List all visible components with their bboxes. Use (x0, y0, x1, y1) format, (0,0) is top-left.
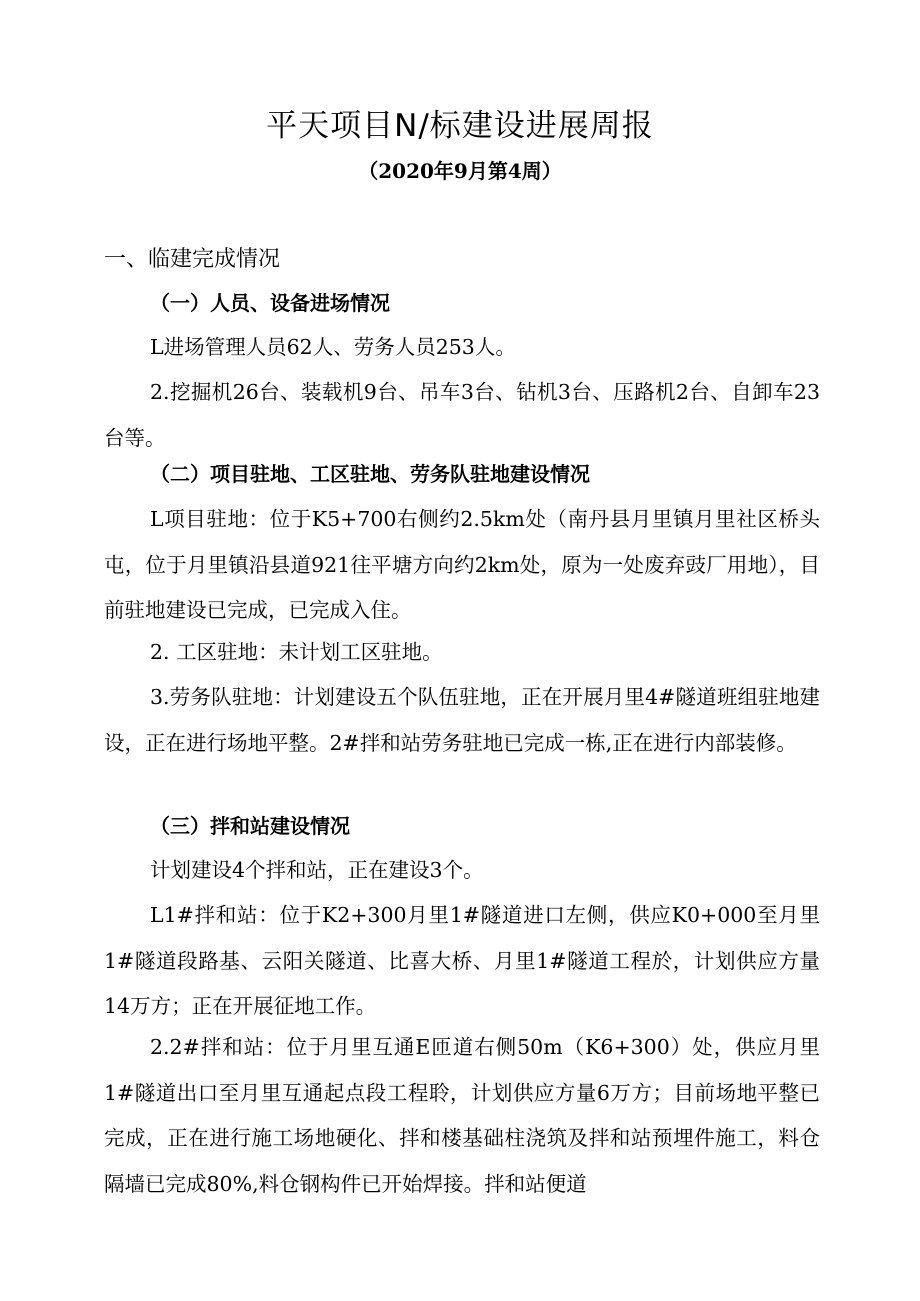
section-heading-1: 一、临建完成情况 (104, 247, 281, 272)
subsection-heading-personnel-equipment: （一）人员、设备进场情况 (150, 291, 390, 315)
paragraph-labor-camp: 3.劳务队驻地：计划建设五个队伍驻地，正在开展月里4#隧道班组驻地建设，正在进行场地平整。2#拌和站劳务驻地已完成一栋,正在进行内部装修。 (104, 685, 820, 755)
paragraph-mixing-station-1: L1#拌和站：位于K2+300月里1#隧道进口左侧，供应K0+000至月里1#隧道段路基、云阳关隧道、比喜大桥、月里1#隧道工程於，计划供应方量14万方；正在开展征地工作。 (104, 903, 820, 1018)
paragraph-personnel: L进场管理人员62人、劳务人员253人。 (150, 335, 516, 359)
paragraph-work-area-camp: 2. 工区驻地：未计划工区驻地。 (150, 640, 443, 664)
paragraph-mixing-station-2: 2.2#拌和站：位于月里互通E匝道右侧50m（K6+300）处，供应月里1#隧道出口至月里互通起点段工程聆，计划供应方量6万方；目前场地平整已完成，正在进行施工场地硬化、拌和楼基础柱浇筑及拌和站预埋件施工，料仓隔墙已完成80%,料仓钢构件已开始焊接。拌和站便道 (104, 1035, 820, 1196)
paragraph-project-camp: L项目驻地：位于K5+700右侧约2.5km处（南丹县月里镇月里社区桥头屯，位于月里镇沿县道921往平塘方向约2km处，原为一处废弃豉厂用地），目前驻地建设已完成，已完成入住。 (104, 507, 820, 622)
document-title: 平天项目N/标建设进展周报 (266, 108, 654, 144)
subsection-heading-mixing-station: （三）拌和站建设情况 (150, 814, 350, 838)
paragraph-equipment: 2.挖掘机26台、装载机9台、吊车3台、钻机3台、压路机2台、自卸车23台等。 (104, 380, 820, 450)
subsection-heading-camps: （二）项目驻地、工区驻地、劳务队驻地建设情况 (150, 462, 590, 486)
paragraph-mixing-plan: 计划建设4个拌和站，正在建设3个。 (150, 858, 484, 882)
document-subtitle: （2020年9月第4周） (358, 159, 562, 183)
